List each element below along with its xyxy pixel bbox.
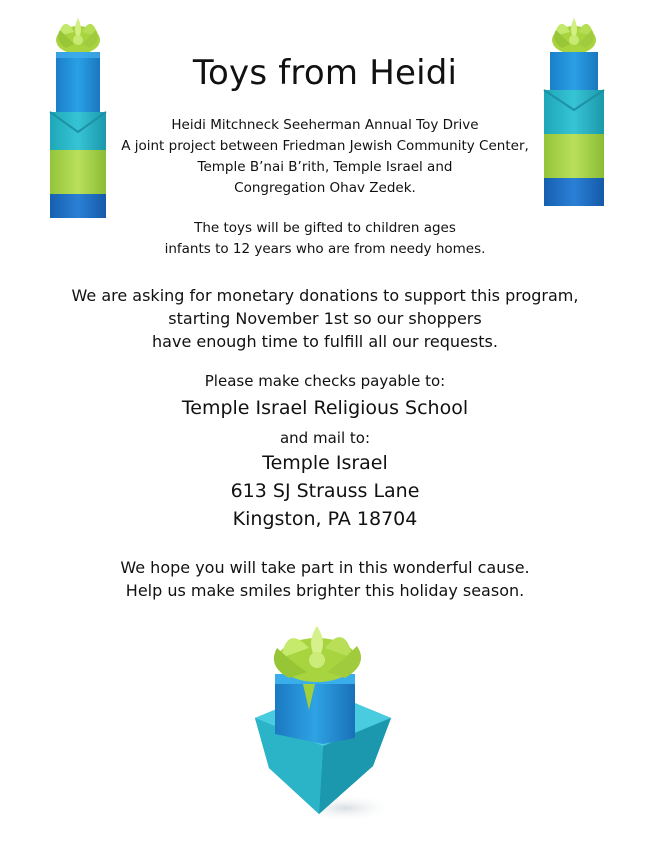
closing-line: Help us make smiles brighter this holiday season.: [125, 581, 525, 600]
gifting-line: The toys will be gifted to children ages: [194, 220, 456, 236]
gifting-paragraph: [60, 218, 590, 260]
closing-line: We hope you will take part in this wonderful cause.: [120, 558, 530, 577]
ask-line: starting November 1st so our shoppers: [168, 309, 482, 328]
gift-box-bottom-icon: [245, 618, 395, 823]
closing-paragraph: [60, 556, 590, 602]
page-title: Toys from Heidi: [192, 53, 458, 93]
bow-icon: [56, 18, 100, 54]
intro-paragraph: [60, 115, 590, 199]
checks-label: Please make checks payable to:: [204, 372, 446, 390]
mail-label: and mail to:: [279, 429, 370, 447]
donation-request: [60, 284, 590, 353]
gifting-line: infants to 12 years who are from needy homes.: [164, 241, 486, 257]
intro-line: Congregation Ohav Zedek.: [234, 180, 416, 196]
ask-line: have enough time to fulfill all our requests.: [152, 332, 498, 351]
intro-line: A joint project between Friedman Jewish Community Center,: [121, 138, 529, 154]
mailing-address: [60, 449, 590, 533]
address-line: 613 SJ Strauss Lane: [230, 480, 420, 502]
address-line: Temple Israel: [262, 452, 388, 474]
address-line: Kingston, PA 18704: [232, 508, 418, 530]
bow-icon: [552, 18, 596, 54]
intro-line: Temple B’nai B’rith, Temple Israel and: [197, 159, 453, 175]
ask-line: We are asking for monetary donations to support this program,: [71, 286, 579, 305]
intro-line: Heidi Mitchneck Seeherman Annual Toy Drive: [171, 117, 479, 133]
payee-name: Temple Israel Religious School: [181, 397, 469, 419]
